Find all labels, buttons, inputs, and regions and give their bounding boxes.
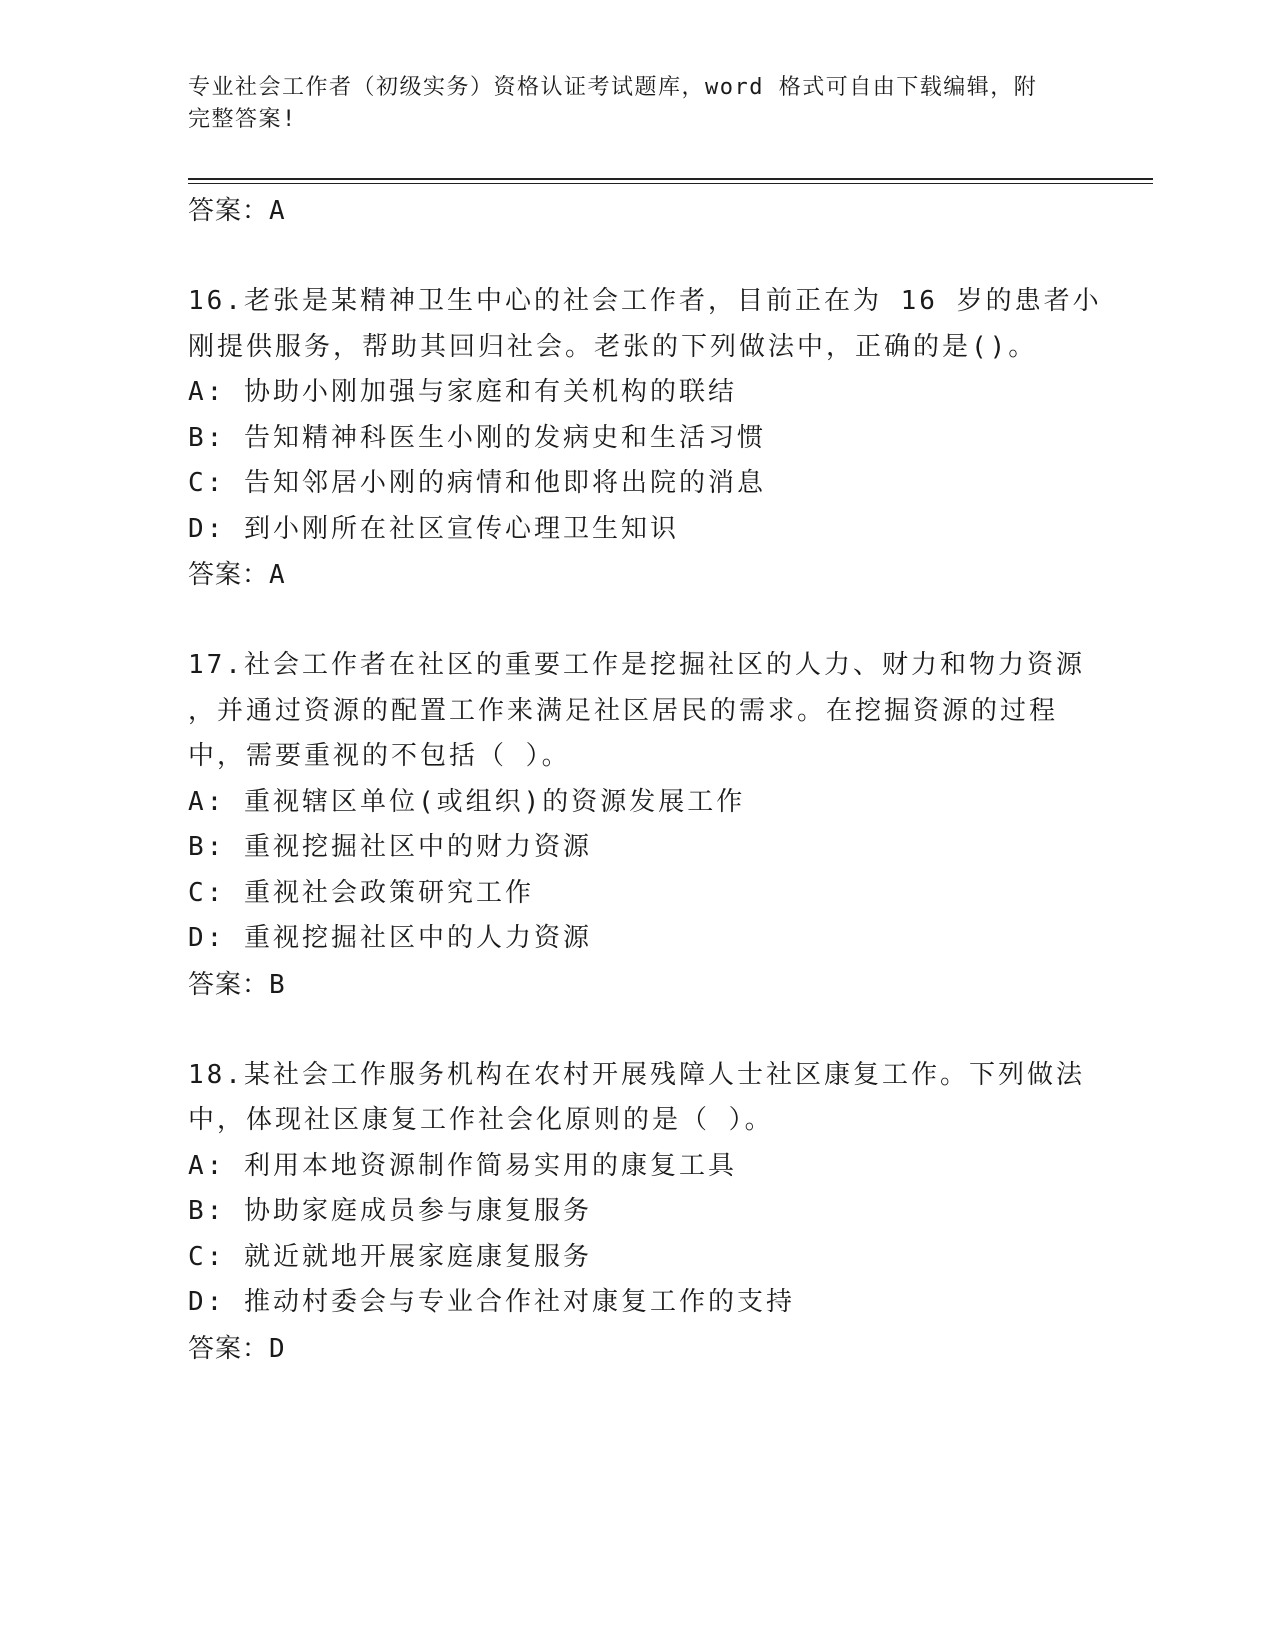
question-16 — [188, 279, 1102, 598]
question-stem-line: 刚提供服务，帮助其回归社会。老张的下列做法中，正确的是()。 — [188, 331, 1038, 362]
spacer — [188, 1008, 1088, 1053]
question-stem-line: ，并通过资源的配置工作来满足社区居民的需求。在挖掘资源的过程 — [188, 695, 1059, 726]
option-d: D: 到小刚所在社区宣传心理卫生知识 — [188, 513, 679, 544]
question-stem-line: 中，需要重视的不包括（ ）。 — [188, 741, 571, 771]
spacer — [188, 598, 1088, 643]
question-17 — [188, 643, 1088, 1008]
spacer — [188, 234, 1088, 279]
option-b: B: 告知精神科医生小刚的发病史和生活习惯 — [188, 422, 766, 453]
option-a: A: 协助小刚加强与家庭和有关机构的联结 — [188, 377, 737, 407]
page-header — [188, 72, 1068, 136]
option-c: C: 就近就地开展家庭康复服务 — [188, 1241, 592, 1272]
answer: 答案：A — [188, 560, 286, 590]
option-c: C: 告知邻居小刚的病情和他即将出院的消息 — [188, 468, 766, 498]
option-b: B: 重视挖掘社区中的财力资源 — [188, 832, 592, 862]
option-b: B: 协助家庭成员参与康复服务 — [188, 1196, 592, 1226]
answer: 答案：D — [188, 1333, 286, 1364]
question-stem-line: 中，体现社区康复工作社会化原则的是（ ）。 — [188, 1105, 774, 1135]
question-stem-line: 18.某社会工作服务机构在农村开展残障人士社区康复工作。下列做法 — [188, 1059, 1085, 1090]
option-a: A: 利用本地资源制作简易实用的康复工具 — [188, 1150, 737, 1181]
answer: 答案：B — [188, 969, 286, 1000]
option-d: D: 推动村委会与专业合作社对康复工作的支持 — [188, 1287, 795, 1317]
option-c: C: 重视社会政策研究工作 — [188, 877, 534, 908]
header-divider-thin — [188, 183, 1153, 184]
question-stem-line: 17.社会工作者在社区的重要工作是挖掘社区的人力、财力和物力资源 — [188, 650, 1085, 680]
question-18 — [188, 1053, 1088, 1372]
header-line-1: 专业社会工作者（初级实务）资格认证考试题库，word 格式可自由下载编辑，附 — [188, 75, 1038, 100]
header-divider-thick — [188, 178, 1153, 180]
option-a: A: 重视辖区单位(或组织)的资源发展工作 — [188, 786, 746, 817]
option-d: D: 重视挖掘社区中的人力资源 — [188, 923, 592, 953]
question-list — [188, 188, 1102, 1372]
question-stem-line: 16.老张是某精神卫生中心的社会工作者，目前正在为 16 岁的患者小 — [188, 286, 1102, 316]
previous-answer: 答案：A — [188, 196, 286, 226]
header-line-2: 完整答案! — [188, 107, 297, 132]
